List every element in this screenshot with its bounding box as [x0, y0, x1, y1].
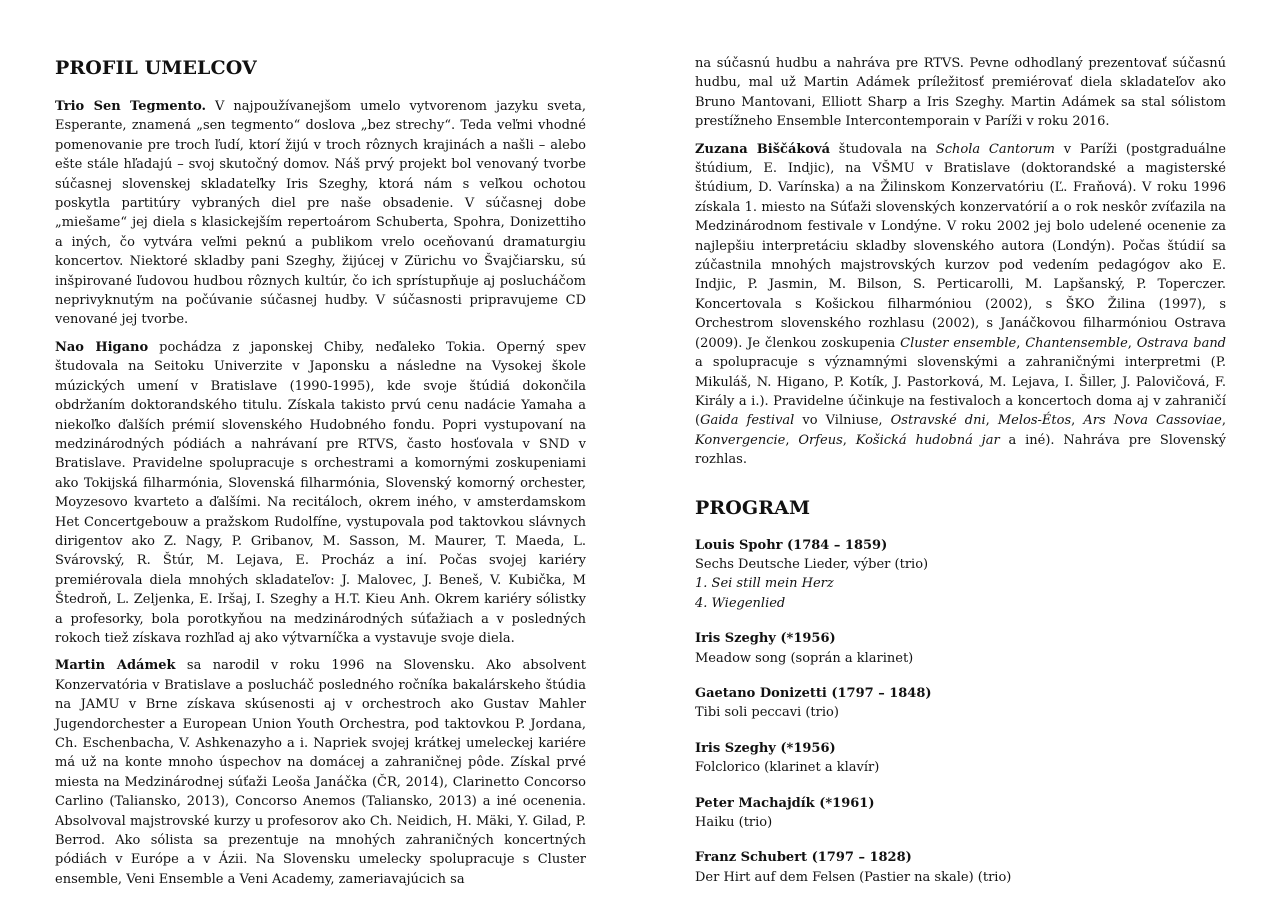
left-column	[55, 0, 586, 897]
program-work: Haiku (trio)	[695, 815, 773, 830]
bio-trio-sen-tegmento	[55, 97, 586, 330]
bio-text: ,	[1127, 335, 1137, 351]
bio-name: Nao Higano	[55, 339, 149, 355]
bio-text: v Paríži (postgraduálne štúdium, E. Indjic), na VŠMU v Bratislave (doktorandské a magisterské štúdium, D. Varínska) a na Žilinskom Konzervatóriu (Ľ. Fraňová). V roku 1996 získala 1. miesto na Súťaži slovenských konzervatórií a o rok neskôr zvíťazila na Medzinárodnom festivale v Londýne. V roku 2002 jej bolo udelené ocenenie za najlepšiu interpretáciu skladby slovenského autora (Londýn). Počas štúdií sa zúčastnila mnohých majstrovských kurzov pod vedením pedagógov ako E. Indjic, P. Jasmin, M. Bilson, S. Perticarolli, M. Lapšanský, P. Toperczer. Koncertovala s Košickou filharmóniou (2002), s ŠKO Žilina (1997), s Orchestrom slovenského rozhlasu (2002), s Janáčkovou filharmóniou Ostrava (2009). Je členkou zoskupenia	[695, 141, 1226, 351]
bio-italic-text: Chantensemble	[1025, 335, 1128, 351]
bio-italic-text: Gaida festival	[700, 413, 795, 429]
bio-text: ,	[1221, 413, 1227, 429]
bio-text: ,	[785, 432, 799, 448]
bio-text: študovala na	[830, 141, 936, 157]
program-work: Sechs Deutsche Lieder, výber (trio)	[695, 556, 929, 572]
bio-text: ,	[1071, 413, 1084, 429]
bio-italic-text: Orfeus	[798, 432, 843, 448]
program-movement: 4. Wiegenlied	[695, 595, 786, 611]
program-composer: Iris Szeghy (*1956)	[695, 631, 836, 647]
bio-italic-text: Košická hudobná jar	[855, 432, 1000, 448]
program-item	[695, 848, 1226, 887]
program-work: Der Hirt auf dem Felsen (Pastier na skale) (trio)	[695, 869, 1012, 885]
program-work: Tibi soli peccavi (trio)	[695, 705, 839, 721]
program-composer: Franz Schubert (1797 – 1828)	[695, 850, 912, 866]
bio-text: a spolupracuje s významnými slovenskými a zahraničnými interpretmi (P. Mikuláš, N. Higano, P. Kotík, J. Pastorková, M. Lejava, I. Šiller, J. Palovičová, F. Király a i.). Pravidelne účinkuje na festivaloch a koncertoch doma aj v zahraničí (	[695, 355, 1226, 429]
program-item	[695, 684, 1226, 723]
bio-italic-text: Ostrava band	[1136, 335, 1227, 351]
bio-text: sa narodil v roku 1996 na Slovensku. Ako absolvent Konzervatória v Bratislave a poslucháč posledného ročníka bakalárskeho štúdia na JAMU v Brne získava skúsenosti aj v orchestroch ako Gustav Mahler Jugendorchester a European Union Youth Orchestra, pod taktovkou P. Jordana, Ch. Eschenbacha, V. Ashkenazyho a i. Napriek svojej krátkej umeleckej kariére má už na konte mnoho úspechov na domácej a zahraničnej pôde. Získal prvé miesta na Medzinárodnej súťaži Leoša Janáčka (ČR, 2014), Clarinetto Concorso Carlino (Taliansko, 2013), Concorso Anemos (Taliansko, 2013) a iné ocenenia. Absolvoval majstrovské kurzy u profesorov ako Ch. Neidich, H. Mäki, Y. Gilad, P. Berrod. Ako sólista sa prezentuje na mnohých zahraničných koncertných pódiách v Európe a v Ázii. Na Slovensku umelecky spolupracuje s Cluster ensemble, Veni Ensemble a Veni Academy, zameriavajúcich sa	[55, 658, 586, 887]
program-movement: 1. Sei still mein Herz	[695, 576, 834, 592]
bio-text: a iné). Nahráva pre Slovenský rozhlas.	[695, 432, 1227, 468]
bio-text: ,	[1016, 335, 1026, 351]
bio-text: vo Vilniuse,	[794, 413, 891, 429]
right-column	[695, 0, 1226, 903]
bio-italic-text: Ars Nova Cassoviae	[1083, 413, 1222, 429]
bio-martin-adamek	[55, 656, 586, 889]
program-work: Meadow song (soprán a klarinet)	[695, 650, 914, 666]
bio-text: ,	[842, 432, 856, 448]
bio-italic-text: Schola Cantorum	[935, 141, 1055, 157]
program-composer: Iris Szeghy (*1956)	[695, 740, 836, 756]
bio-italic-text: Ostravské dni	[890, 413, 986, 429]
program-heading: PROGRAM	[695, 496, 811, 519]
bio-italic-text: Cluster ensemble	[900, 335, 1017, 351]
program-composer: Louis Spohr (1784 – 1859)	[695, 537, 888, 553]
program-item	[695, 629, 1226, 668]
bio-zuzana-bisckova	[695, 140, 1226, 470]
bio-text: V najpoužívanejšom umelo vytvorenom jazyku sveta, Esperante, znamená „sen tegmento“ doslova „bez strechy“. Teda veľmi vhodné pomenovanie pre troch ľudí, ktorí žijú v troch rôznych krajinách a našli – alebo ešte stále hľadajú – svoj skutočný domov. Náš prvý projekt bol venovaný tvorbe súčasnej slovenskej skladateľky Iris Szeghy, ktorá nám s veľkou ochotou poskytla partitúry vybraných diel pre naše obsadenie. V súčasnej dobe „miešame“ jej diela s klasickejším repertoárom Schuberta, Spohra, Donizettiho a iných, čo vytvára veľmi peknú a publikom vrelo oceňovanú dramaturgiu koncertov. Niektoré skladby pani Szeghy, žijúcej v Zürichu vo Švajčiarsku, sú inšpirované ľudovou hudbou rôznych kultúr, čo ich sprístupňuje aj poslucháčom neprivyknutým na počúvanie súčasnej hudby. V súčasnosti pripravujeme CD venované jej tvorbe.	[55, 99, 586, 328]
bio-text: pochádza z japonskej Chiby, neďaleko Tokia. Operný spev študovala na Seitoku Univerzite v Japonsku a následne na Vysokej škole múzických umení v Bratislave (1990-1995), kde svoje štúdiá dokončila obdržaním doktorandského titulu. Získala takisto prvú cenu nadácie Yamaha a niekoľko ďalších prémií slovenského Hudobného fondu. Popri vystupovaní na medzinárodných pódiách a nahrávaní pre RTVS, často hosťovala v SND v Bratislave. Pravidelne spolupracuje s orchestrami a komornými zoskupeniami ako Tokijská filharmónia, Slovenská filharmónia, Slovenský komorný orchester, Moyzesovo kvarteto a ďalšími. Na recitáloch, okrem iného, v amsterdamskom Het Concertgebouw a pražskom Rudolfíne, vystupovala pod taktovkou slávnych dirigentov ako Z. Nagy, P. Gribanov, M. Sasson, M. Maurer, T. Maeda, L. Svárovský, R. Štúr, M. Lejava, E. Procház a iní. Počas svojej kariéry premiérovala diela mnohých skladateľov: J. Malovec, J. Beneš, V. Kubička, M Štedroň, L. Zeljenka, E. Iršaj, I. Szeghy a H.T. Kieu Anh. Okrem kariéry sólistky a profesorky, bola porotkyňou na medzinárodných súťažiach a v posledných rokoch tiež získava rozhľad aj ako výtvarníčka a vystavuje svoje diela.	[55, 339, 586, 646]
bio-name: Martin Adámek	[55, 658, 176, 674]
program-composer: Gaetano Donizetti (1797 – 1848)	[695, 685, 932, 701]
program-item	[695, 739, 1226, 778]
bio-nao-higano	[55, 338, 586, 649]
program-composer: Peter Machajdík (*1961)	[695, 795, 875, 811]
program-item	[695, 794, 1226, 833]
bio-italic-text: Melos-Étos	[997, 413, 1072, 429]
bio-name: Trio Sen Tegmento.	[55, 99, 207, 114]
bio-martin-adamek-continued: na súčasnú hudbu a nahráva pre RTVS. Pevne odhodlaný prezentovať súčasnú hudbu, mal už Martin Adámek príležitosť premiérovať diela skladateľov ako Bruno Mantovani, Elliott Sharp a Iris Szeghy. Martin Adámek sa stal sólistom prestížneho Ensemble Intercontemporain v Paríži v roku 2016.	[695, 56, 1226, 130]
bio-italic-text: Konvergencie	[695, 432, 786, 448]
bio-text: ,	[985, 413, 998, 429]
bio-name: Zuzana Biščáková	[695, 141, 831, 157]
program-work: Folclorico (klarinet a klavír)	[695, 760, 880, 776]
program-item	[695, 536, 1226, 614]
profile-heading: PROFIL UMELCOV	[55, 57, 257, 79]
